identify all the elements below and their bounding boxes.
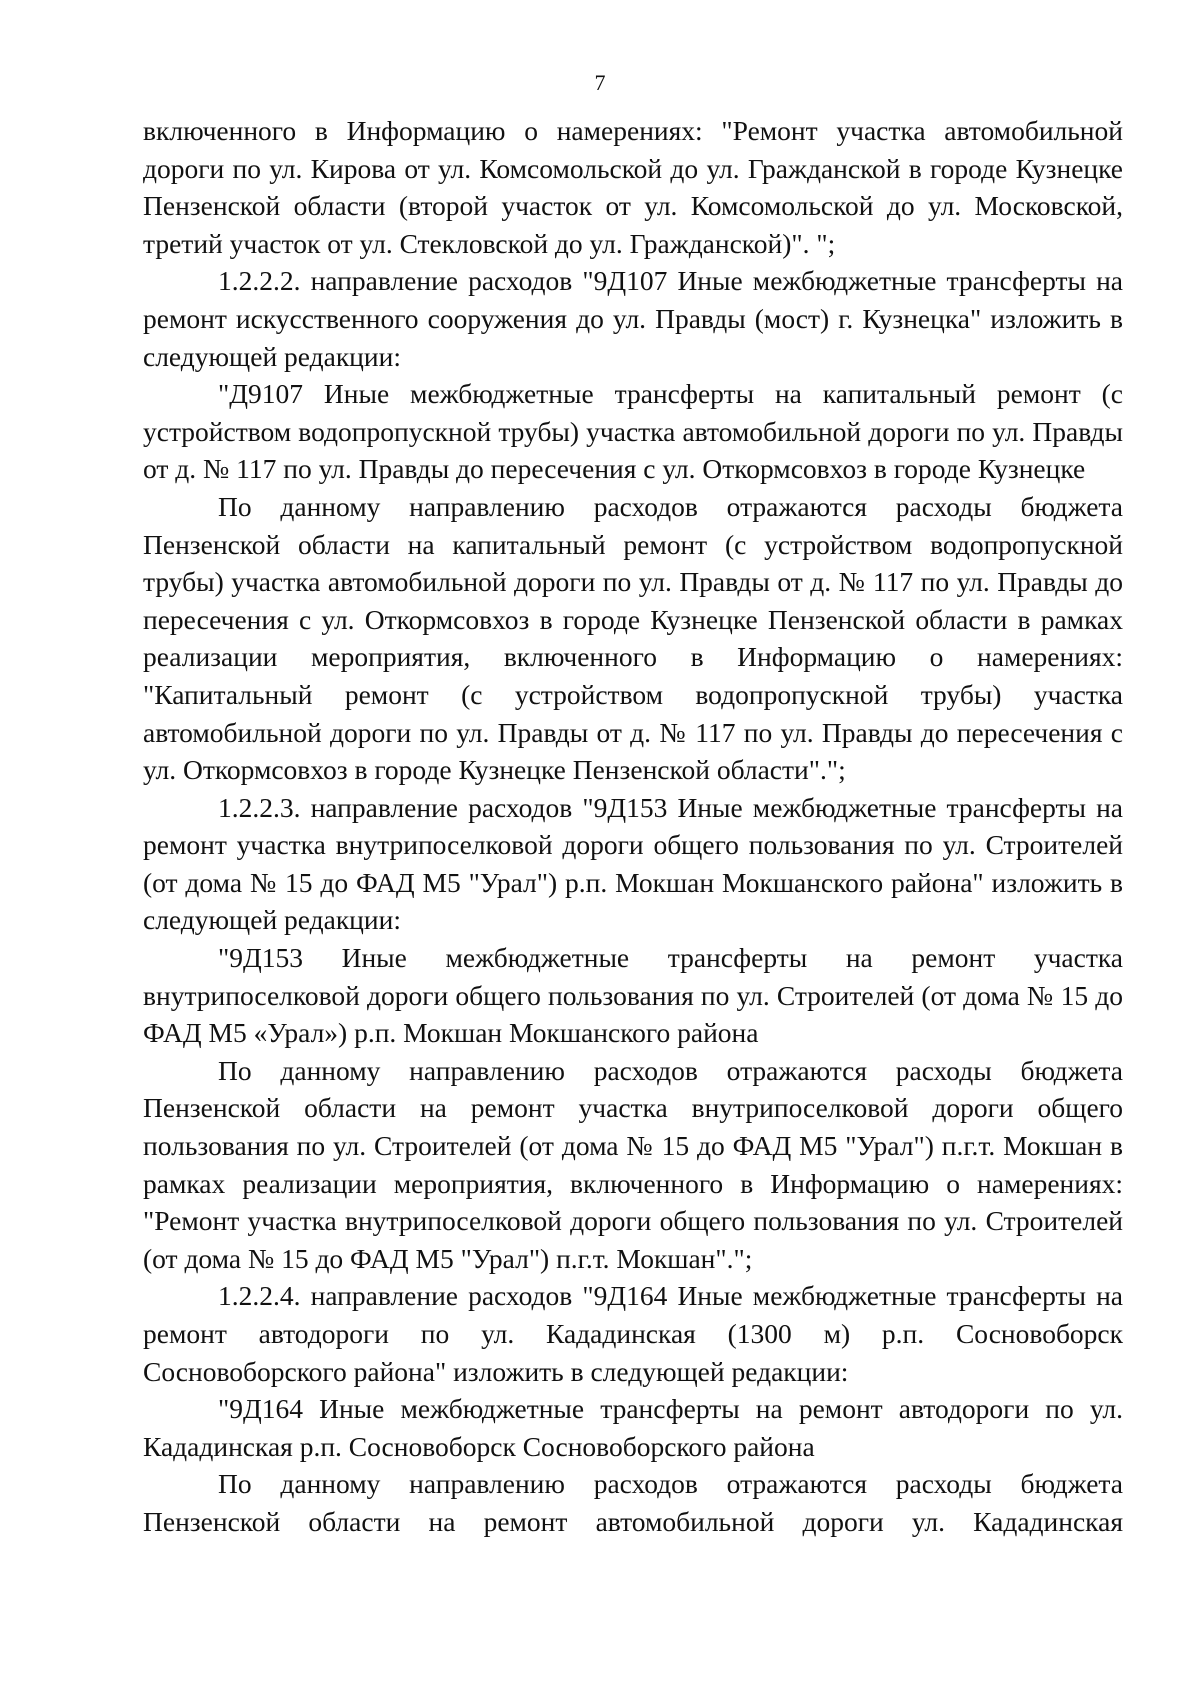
paragraph-d9107-description: По данному направлению расходов отражаются расходы бюджета Пензенской области на капитальный ремонт (с устройством водопропускной трубы) участка автомобильной дороги по ул. Правды от д. № 117 по ул. Правды до пересечения с ул. Откормсовхоз в городе Кузнецке Пензенской области в рамках реализации мероприятия, включенного в Информацию о намерениях: "Капитальный ремонт (с устройством водопропускной трубы) участка автомобильной дороги по ул. Правды от д. № 117 по ул. Правды до пересечения с ул. Откормсовхоз в городе Кузнецке Пензенской области".";	[143, 490, 1123, 786]
paragraph-d9107-heading: "Д9107 Иные межбюджетные трансферты на капитальный ремонт (с устройством водопропускной трубы) участка автомобильной дороги по ул. Правды от д. № 117 по ул. Правды до пересечения с ул. Откормсовхоз в городе Кузнецке	[143, 378, 1123, 485]
paragraph-9d153-description: По данному направлению расходов отражаются расходы бюджета Пензенской области на ремонт участка внутрипоселковой дороги общего пользования по ул. Строителей (от дома № 15 до ФАД М5 "Урал") п.г.т. Мокшан в рамках реализации мероприятия, включенного в Информацию о намерениях: "Ремонт участка внутрипоселковой дороги общего пользования по ул. Строителей (от дома № 15 до ФАД М5 "Урал") п.г.т. Мокшан".";	[143, 1054, 1123, 1274]
page-number: 7	[594, 70, 606, 95]
document-body	[143, 112, 1123, 1541]
paragraph-9d153-heading: "9Д153 Иные межбюджетные трансферты на ремонт участка внутрипоселковой дороги общего пользования по ул. Строителей (от дома № 15 до ФАД М5 «Урал») р.п. Мокшан Мокшанского района	[143, 942, 1123, 1049]
paragraph-9d164-heading: "9Д164 Иные межбюджетные трансферты на ремонт автодороги по ул. Кададинская р.п. Сосновоборск Сосновоборского района	[143, 1393, 1123, 1462]
paragraph-item-1-2-2-2: 1.2.2.2. направление расходов "9Д107 Иные межбюджетные трансферты на ремонт искусственного сооружения до ул. Правды (мост) г. Кузнецка" изложить в следующей редакции:	[143, 265, 1123, 372]
paragraph-item-1-2-2-3: 1.2.2.3. направление расходов "9Д153 Иные межбюджетные трансферты на ремонт участка внутрипоселковой дороги общего пользования по ул. Строителей (от дома № 15 до ФАД М5 "Урал") р.п. Мокшан Мокшанского района" изложить в следующей редакции:	[143, 791, 1123, 936]
paragraph-continuation: включенного в Информацию о намерениях: "Ремонт участка автомобильной дороги по ул. Кирова от ул. Комсомольской до ул. Гражданской в городе Кузнецке Пензенской области (второй участок от ул. Комсомольской до ул. Московской, третий участок от ул. Стекловской до ул. Гражданской)". ";	[143, 115, 1123, 259]
paragraph-item-1-2-2-4: 1.2.2.4. направление расходов "9Д164 Иные межбюджетные трансферты на ремонт автодороги по ул. Кададинская (1300 м) р.п. Сосновоборск Сосновоборского района" изложить в следующей редакции:	[143, 1280, 1123, 1387]
paragraph-9d164-description: По данному направлению расходов отражаются расходы бюджета Пензенской области на ремонт автомобильной дороги ул. Кададинская	[143, 1468, 1123, 1537]
